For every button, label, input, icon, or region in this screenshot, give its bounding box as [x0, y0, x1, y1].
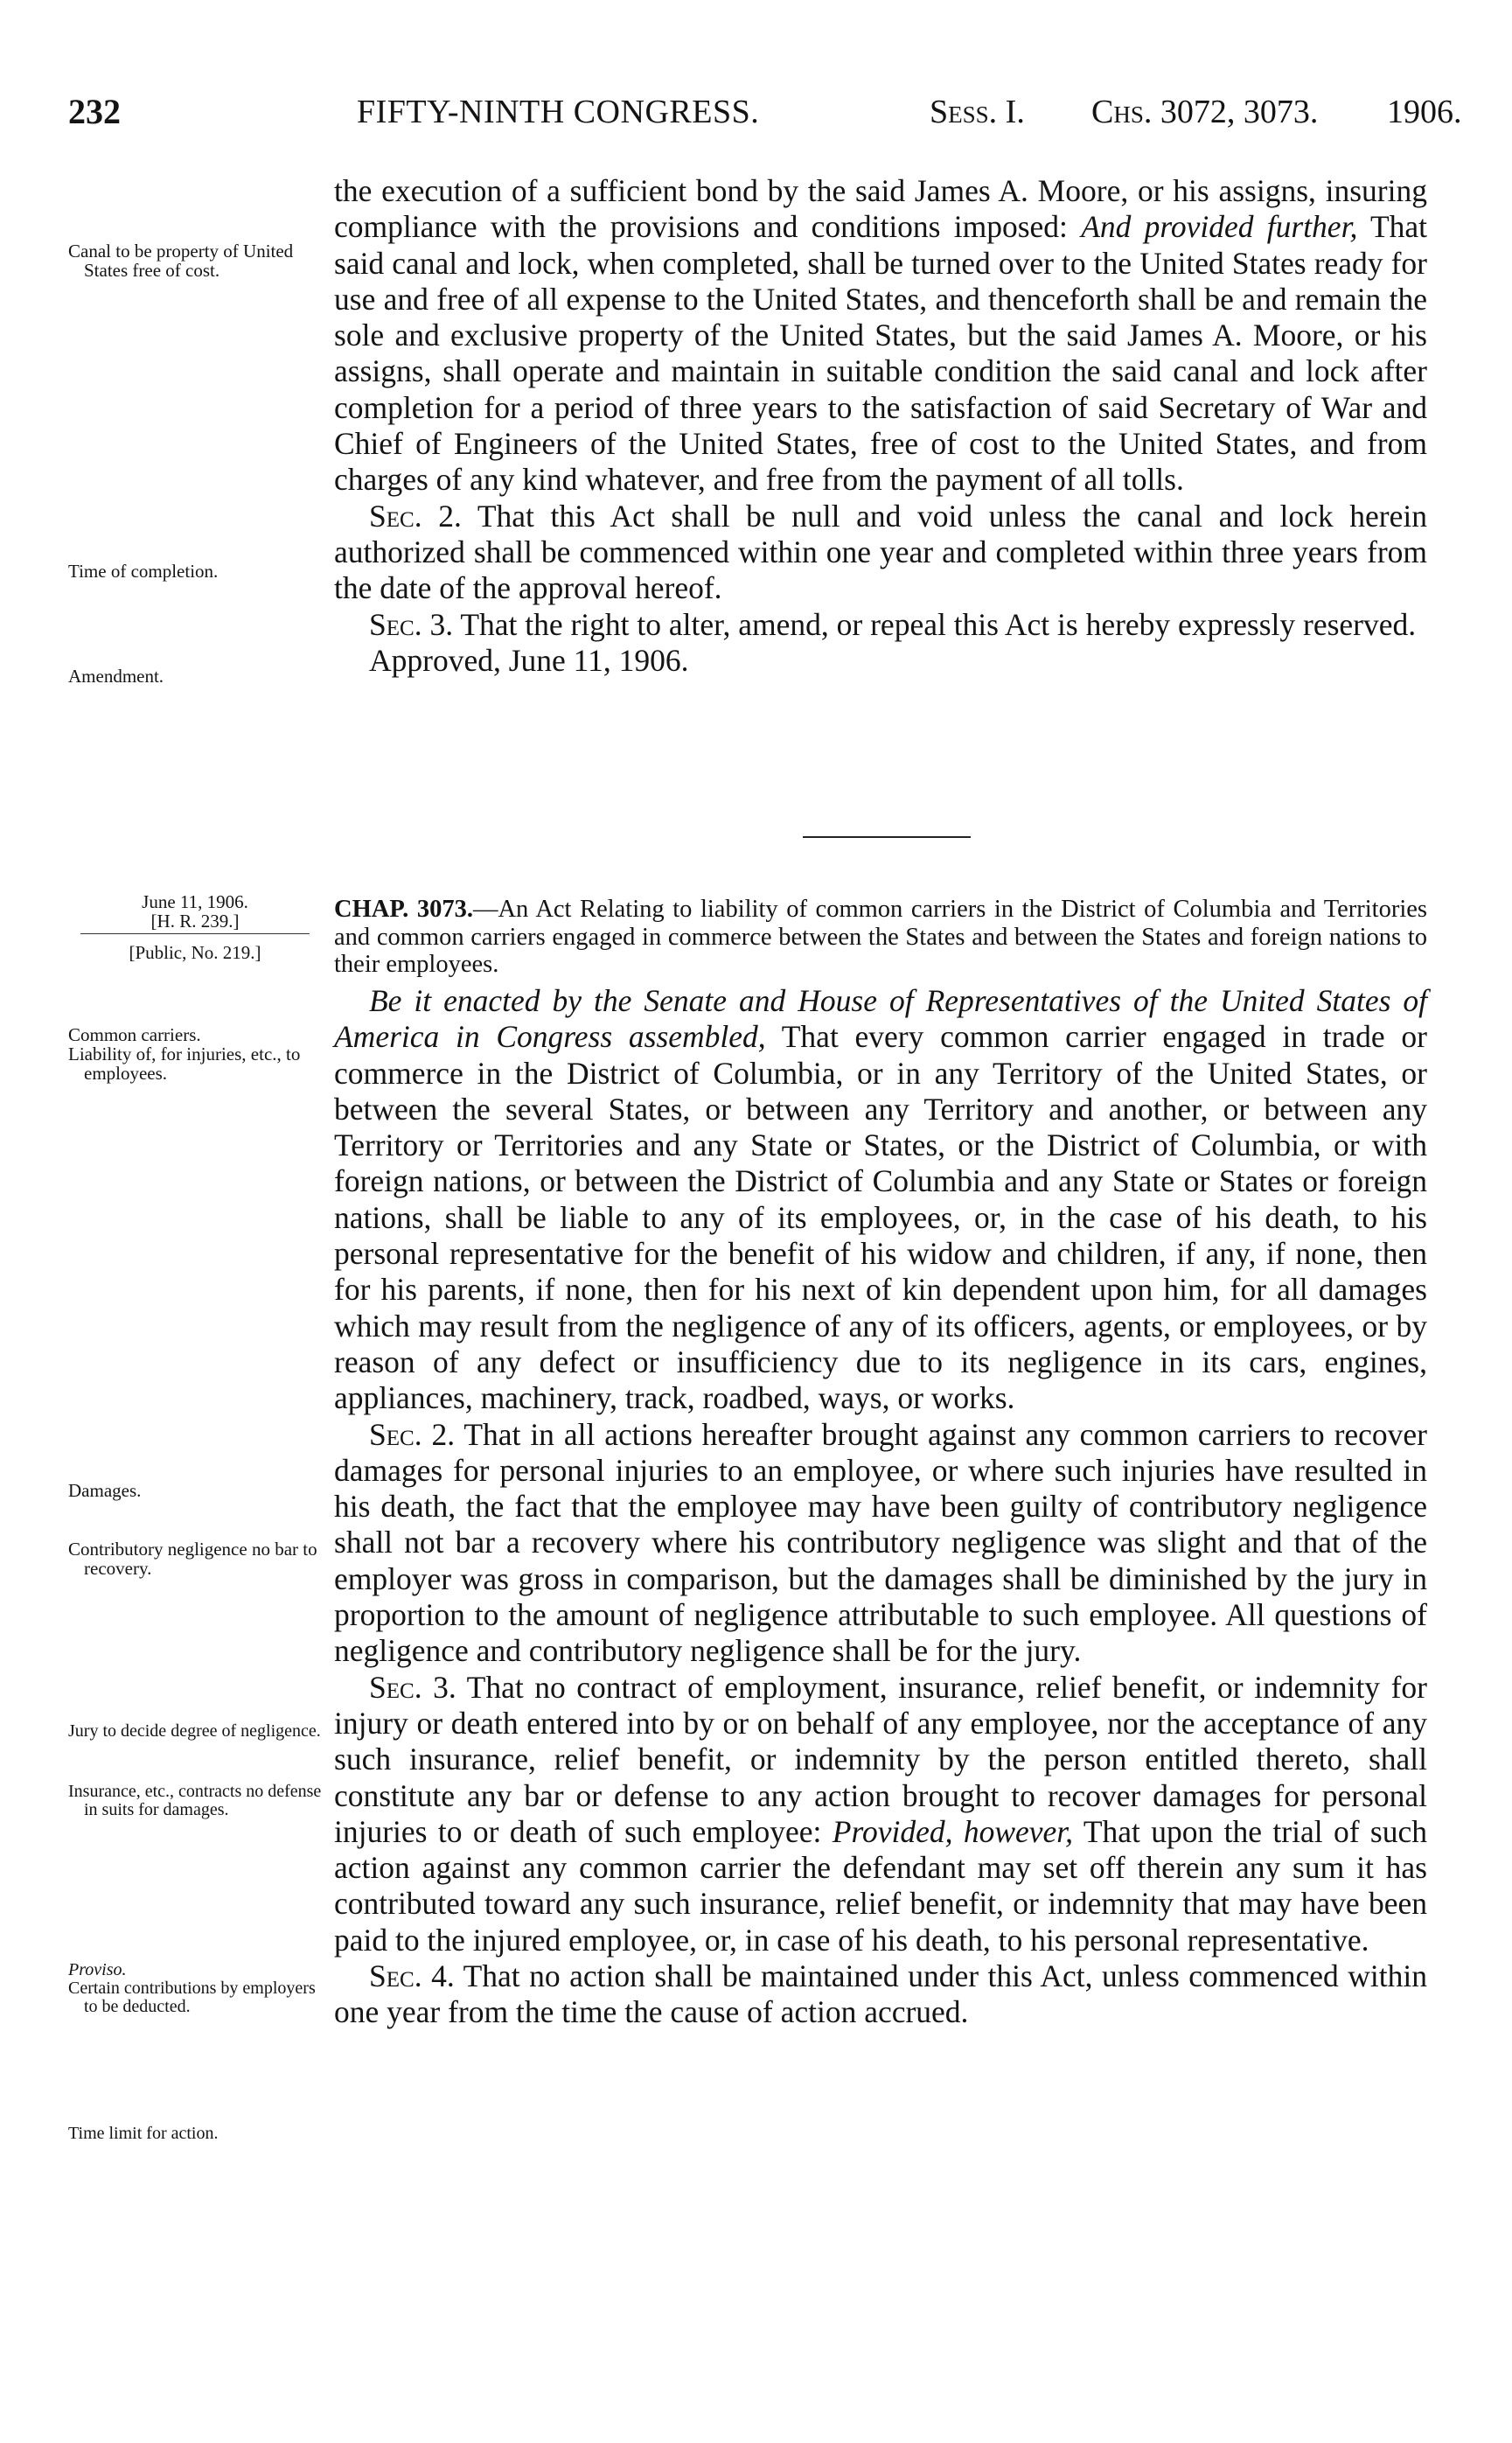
section-3-paragraph: Sec. 3. That no contract of employment, insurance, relief benefit, or indemnity for injury or death entered into by or on behalf of any employee, nor the acceptance of any such insurance, relief benefit, or indemnity by the person entitled thereto, shall constitute any bar or defense to any action brought to recover damages for personal injuries to or death of such employee: Provided, however, That upon the trial of such action against any common carrier the defendant may set off therein any sum it has contributed toward any such insurance, relief benefit, or indemnity that may have been paid to the injured employee, or, in case of his death, to his personal representative. [334, 1669, 1427, 1958]
section-2-paragraph: Sec. 2. That this Act shall be null and void unless the canal and lock herein authorized shall be commenced within one year and completed within three years from the date of the approval hereof. [334, 498, 1427, 606]
margin-note-time-of-completion: Time of completion. [68, 561, 219, 582]
proviso-italic: And provided further, [1081, 209, 1358, 245]
section-3-paragraph: Sec. 3. That the right to alter, amend, or repeal this Act is hereby expressly reserved. [369, 606, 1417, 642]
margin-note-insurance: Insurance, etc., contracts no defense in suits for damages. [68, 1782, 322, 1819]
margin-note-proviso: Proviso. Certain contributions by employers to be deducted. [68, 1960, 316, 2016]
chapter-label: CHAP. 3073. [334, 896, 473, 923]
running-header [68, 86, 1462, 138]
section-label: Sec. 3. [369, 1669, 456, 1705]
margin-note-damages: Damages. [68, 1480, 142, 1501]
enacting-clause: Be it enacted by the Senate and House of Representatives of the United States of America in Congress assembled, [334, 983, 1427, 1055]
section-1-paragraph: Be it enacted by the Senate and House of Representatives of the United States of America in Congress assembled, That every common carrier engaged in trade or commerce in the District of Columbia, or in any Territory of the United States, or between the several States, or between any Territory and another, or between any Territory or Territories and any State or States, or the District of Columbia, or with foreign nations, or between the District of Columbia and any State or States or foreign nations, shall be liable to any of its employees, or, in the case of his death, to his personal representative for the benefit of his widow and children, if any, if none, then for his parents, if none, then for his next of kin dependent upon him, for all damages which may result from the negligence of any of its officers, agents, or employees, or by reason of any defect or insufficiency due to its negligence in its cars, engines, appliances, machinery, track, roadbed, ways, or works. [334, 983, 1427, 1416]
chapter-separator-rule [803, 836, 971, 838]
sidebox-rule [80, 933, 310, 934]
session-label: Sess. I. [930, 94, 1025, 130]
proviso-italic: Provided, however, [832, 1813, 1074, 1849]
enactment-date: June 11, 1906. [142, 891, 248, 912]
section-label: Sec. 2. [369, 1416, 456, 1452]
chapter-3073-body [334, 983, 1427, 2031]
margin-note-contributory-negligence: Contributory negligence no bar to recovery. [68, 1539, 317, 1579]
section-2-paragraph: Sec. 2. That in all actions hereafter brought against any common carriers to recover damages for personal injuries to an employee, or where such injuries have resulted in his death, the fact that the employee may have been guilty of contributory negligence shall not bar a recovery where his contributory negligence was slight and that of the employer was gross in comparison, but the damages shall be diminished by the jury in proportion to the amount of negligence attributable to such employee. All questions of negligence and contributory negligence shall be for the jury. [334, 1416, 1427, 1669]
act-title: —An Act Relating to liability of common carriers in the District of Columbia and Territories and common carriers engaged in commerce between the States and between the States and foreign nations to their employees. [334, 896, 1427, 978]
approval-line: Approved, June 11, 1906. [369, 642, 689, 678]
chapter-3073-sidebox [68, 892, 322, 962]
public-law-number: [Public, No. 219.] [129, 942, 261, 963]
section-label: Sec. 2. [369, 498, 462, 534]
chapter-3073-heading [334, 896, 1427, 979]
margin-note-amendment: Amendment. [68, 666, 164, 687]
margin-note-time-limit: Time limit for action. [68, 2124, 219, 2143]
section-label: Sec. 3. [369, 606, 454, 642]
congress-title: FIFTY-NINTH CONGRESS. [357, 94, 760, 130]
section-label: Sec. 4. [369, 1958, 455, 1994]
header-year: 1906. [1387, 94, 1462, 130]
bill-number: [H. R. 239.] [150, 911, 240, 932]
canal-paragraph: the execution of a sufficient bond by the said James A. Moore, or his assigns, insuring compliance with the provisions and conditions imposed: And provided further, That said canal and lock, when completed, shall be turned over to the United States ready for use and free of all expense to the United States, and thenceforth shall be and remain the sole and exclusive property of the United States, but the said James A. Moore, or his assigns, shall operate and maintain in suitable condition the said canal and lock after completion for a period of three years to the satisfaction of said Secretary of War and Chief of Engineers of the United States, free of cost to the United States, and from charges of any kind whatever, and free from the payment of all tolls. [334, 173, 1428, 498]
page-number: 232 [68, 92, 121, 131]
section-4-paragraph: Sec. 4. That no action shall be maintained under this Act, unless commenced within one year from the time the cause of action accrued. [334, 1958, 1427, 2030]
margin-note-jury: Jury to decide degree of negligence. [68, 1721, 321, 1741]
chapter-3072-continuation [334, 173, 1427, 679]
margin-note-canal: Canal to be property of United States free of cost. [68, 241, 294, 281]
chapters-label: Chs. 3072, 3073. [1091, 94, 1319, 130]
margin-note-common-carriers: Common carriers. Liability of, for injuries, etc., to employees. [68, 1024, 301, 1084]
